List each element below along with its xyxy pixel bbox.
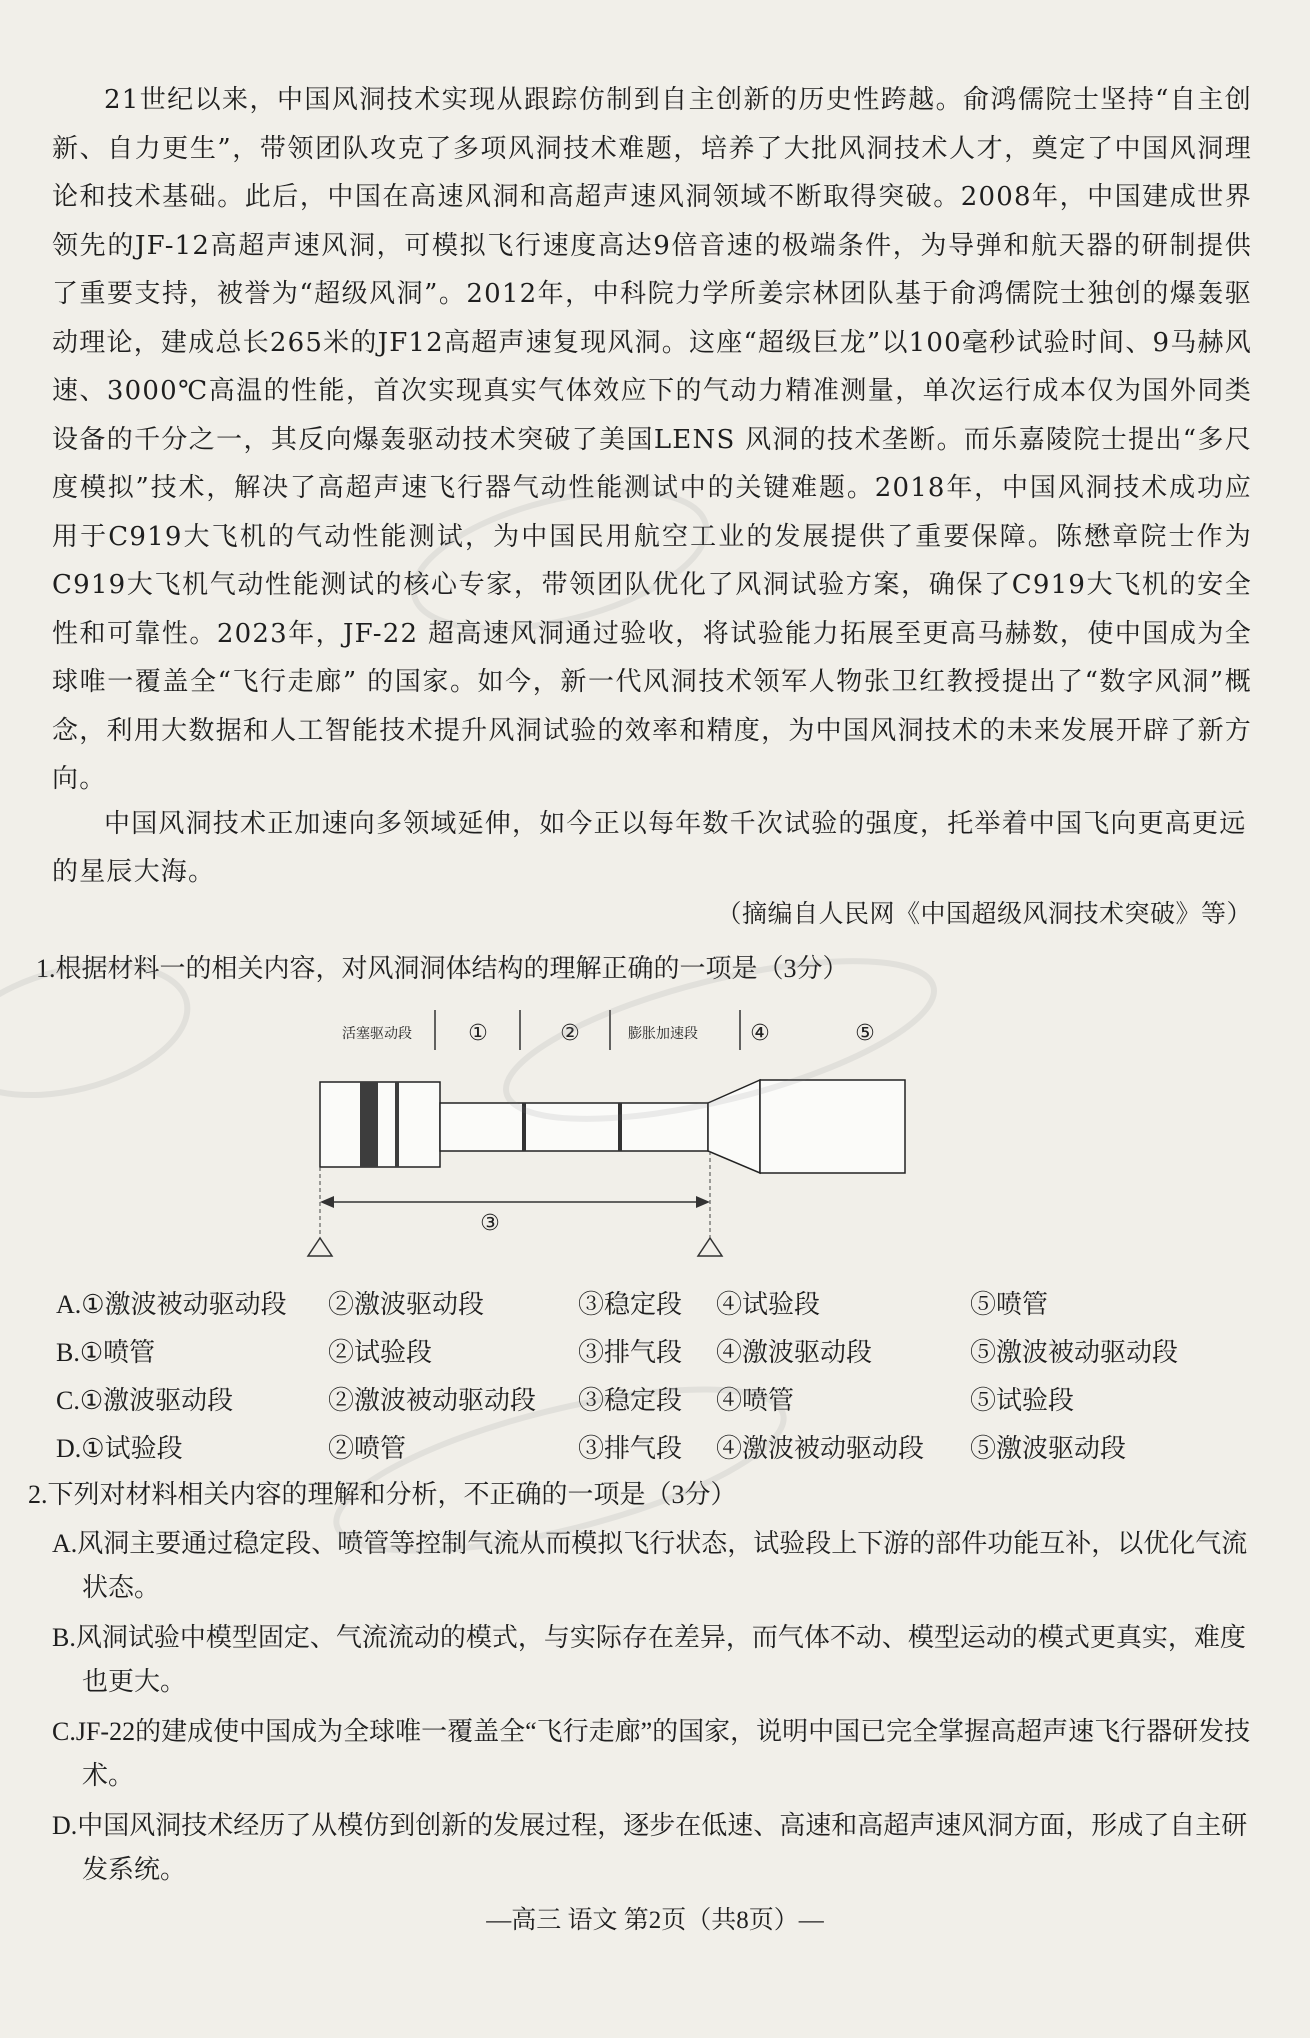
label-section-1: ① xyxy=(468,1021,488,1046)
question-1-option-a[interactable]: A.①激波被动驱动段 ②激波驱动段 ③稳定段 ④试验段 ⑤喷管 xyxy=(56,1290,1049,1319)
question-2-option-c[interactable]: C.JF-22的建成使中国成为全球唯一覆盖全“飞行走廊”的国家，说明中国已完全掌握高超声速飞行器研发技术。 xyxy=(52,1717,1251,1790)
label-section-2: ② xyxy=(560,1021,580,1046)
question-1-option-c[interactable]: C.①激波驱动段 ②激波被动驱动段 ③稳定段 ④喷管 ⑤试验段 xyxy=(56,1386,1075,1415)
article-paragraph-2: 中国风洞技术正加速向多领域延伸，如今正以每年数千次试验的强度，托举着中国飞向更高更远的星辰大海。 xyxy=(52,809,1247,887)
question-2-option-b[interactable]: B.风洞试验中模型固定、气流流动的模式，与实际存在差异，而气体不动、模型运动的模式更真实，难度也更大。 xyxy=(52,1623,1246,1696)
label-piston-drive: 活塞驱动段 xyxy=(342,1026,412,1042)
question-1-option-d[interactable]: D.①试验段 ②喷管 ③排气段 ④激波被动驱动段 ⑤激波驱动段 xyxy=(56,1434,1127,1463)
label-expansion: 膨胀加速段 xyxy=(628,1026,698,1042)
article-source: （摘编自人民网《中国超级风洞技术突破》等） xyxy=(716,899,1252,928)
question-2-option-d[interactable]: D.中国风洞技术经历了从模仿到创新的发展过程，逐步在低速、高速和高超声速风洞方面，形成了自主研发系统。 xyxy=(52,1811,1248,1884)
question-1-option-b[interactable]: B.①喷管 ②试验段 ③排气段 ④激波驱动段 ⑤激波被动驱动段 xyxy=(56,1338,1179,1367)
article-paragraph-1: 21世纪以来，中国风洞技术实现从跟踪仿制到自主创新的历史性跨越。俞鸿儒院士坚持“自主创新、自力更生”，带领团队攻克了多项风洞技术难题，培养了大批风洞技术人才，奠定了中国风洞理论和技术基础。此后，中国在高速风洞和高超声速风洞领域不断取得突破。2008年，中国建成世界领先的JF-12高超声速风洞，可模拟飞行速度高达9倍音速的极端条件，为导弹和航天器的研制提供了重要支持，被誉为“超级风洞”。2012年，中科院力学所姜宗林团队基于俞鸿儒院士独创的爆轰驱动理论，建成总长265米的JF12高超声速复现风洞。这座“超级巨龙”以100毫秒试验时间、9马赫风速、3000℃高温的性能，首次实现真实气体效应下的气动力精准测量，单次运行成本仅为国外同类设备的千分之一，其反向爆轰驱动技术突破了美国LENS 风洞的技术垄断。而乐嘉陵院士提出“多尺度模拟”技术，解决了高超声速飞行器气动性能测试中的关键难题。2018年，中国风洞技术成功应用于C919大飞机的气动性能测试，为中国民用航空工业的发展提供了重要保障。陈懋章院士作为C919大飞机气动性能测试的核心专家，带领团队优化了风洞试验方案，确保了C919大飞机的安全性和可靠性。2023年，JF-22 超高速风洞通过验收，将试验能力拓展至更高马赫数，使中国成为全球唯一覆盖全“飞行走廊” 的国家。如今，新一代风洞技术领军人物张卫红教授提出了“数字风洞”概念，利用大数据和人工智能技术提升风洞试验的效率和精度，为中国风洞技术的未来发展开辟了新方向。 xyxy=(52,85,1252,794)
label-section-5: ⑤ xyxy=(855,1021,875,1046)
page-footer: —高三 语文 第2页（共8页）— xyxy=(486,1907,824,1934)
question-1-stem: 1.根据材料一的相关内容，对风洞洞体结构的理解正确的一项是（3分） xyxy=(36,954,849,983)
question-2-option-a[interactable]: A.风洞主要通过稳定段、喷管等控制气流从而模拟飞行状态，试验段上下游的部件功能互补，以优化气流状态。 xyxy=(52,1529,1248,1602)
label-section-4: ④ xyxy=(750,1021,770,1046)
label-section-3: ③ xyxy=(480,1211,500,1236)
question-2-stem: 2.下列对材料相关内容的理解和分析，不正确的一项是（3分） xyxy=(28,1480,737,1509)
